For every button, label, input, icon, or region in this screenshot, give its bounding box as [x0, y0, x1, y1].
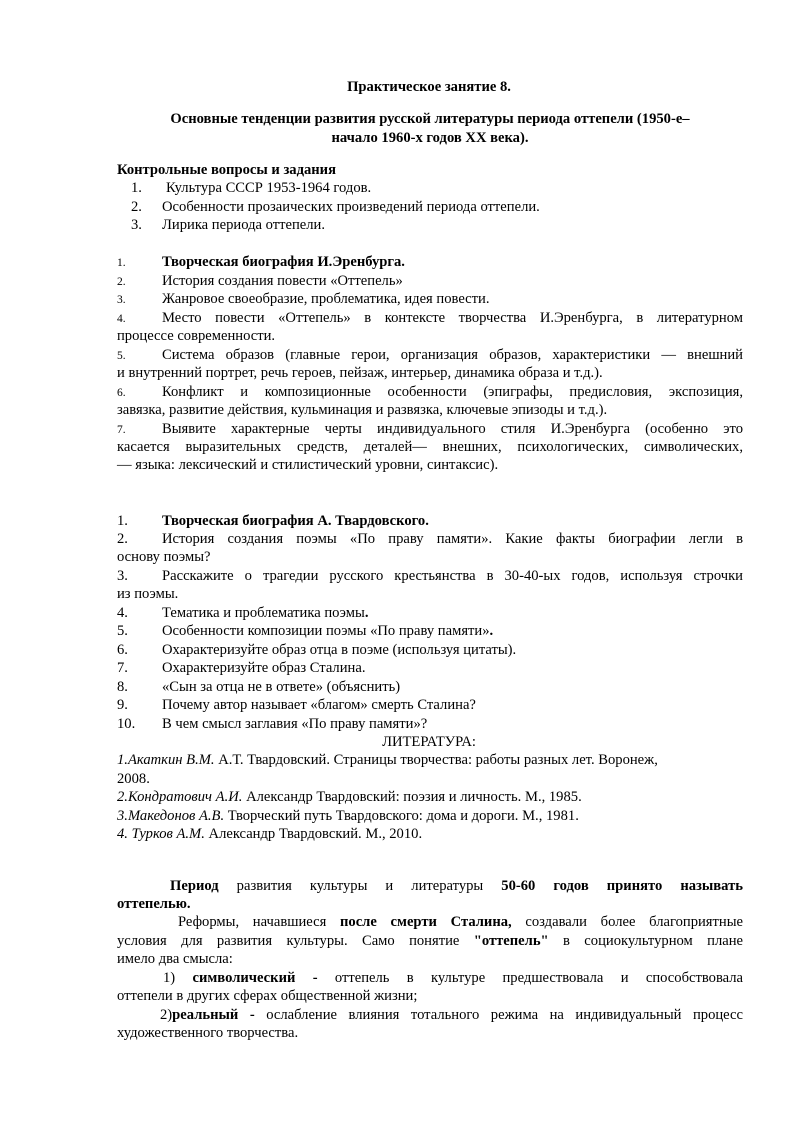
ehrenburg-item-text: Жанровое своеобразие, проблематика, идея повести. — [162, 291, 490, 307]
essay-bold: после смерти Сталина, — [339, 914, 512, 930]
essay-text: ослабление влияния тотального режима на индивидуальный процесс — [254, 1007, 743, 1023]
literature-entry — [117, 788, 582, 806]
essay-sense-2-cont: художественного творчества. — [117, 1025, 299, 1041]
tvardovsky-item-text — [162, 604, 368, 622]
essay-bold: реальный - — [172, 1007, 255, 1023]
literature-author: 3.Македонов А.В. — [117, 808, 225, 824]
essay-paragraph-1-cont: оттепелью. — [117, 896, 191, 912]
control-item-num: 2. — [131, 199, 142, 215]
essay-sense-1 — [163, 969, 743, 987]
tvardovsky-item-text: «Сын за отца не в ответе» (объяснить) — [162, 679, 401, 695]
ehrenburg-item-text: Место повести «Оттепель» в контексте творчества И.Эренбурга, в литературном — [162, 310, 743, 326]
literature-author: 2.Кондратович А.И. — [117, 789, 243, 805]
tvardovsky-item-num: 1. — [117, 513, 128, 529]
subtitle-line-1: Основные тенденции развития русской литературы периода оттепели (1950-е– — [170, 111, 690, 127]
essay-text: создавали более благоприятные — [511, 914, 743, 930]
tvardovsky-item-suffix: . — [489, 623, 494, 639]
ehrenburg-item-num: 1. — [117, 257, 126, 269]
essay-bold: символический - — [192, 970, 318, 986]
literature-entry — [117, 825, 422, 843]
ehrenburg-item-text-cont: касается выразительных средств, деталей— внешних, психологических, символических, — [117, 439, 743, 455]
ehrenburg-item-text-cont: и внутренний портрет, речь героев, пейзаж, интерьер, динамика образа и т.д.). — [117, 365, 603, 381]
literature-title: Александр Твардовский: поэзия и личность. М., 1985. — [242, 789, 582, 805]
ehrenburg-item-num: 6. — [117, 387, 126, 399]
ehrenburg-item-text-cont: процессе современности. — [117, 328, 276, 344]
tvardovsky-item-text: Расскажите о трагедии русского крестьянства в 30-40-ых годов, используя строчки — [162, 568, 743, 584]
tvardovsky-item-num: 2. — [117, 531, 128, 547]
control-item-text: Особенности прозаических произведений периода оттепели. — [162, 199, 540, 215]
tvardovsky-item-text: Почему автор называет «благом» смерть Сталина? — [162, 697, 476, 713]
literature-title: Творческий путь Твардовского: дома и дороги. М., 1981. — [224, 808, 579, 824]
essay-paragraph-2-cont — [117, 932, 743, 950]
essay-sense-1-cont: оттепели в других сферах общественной жизни; — [117, 988, 418, 1004]
tvardovsky-item-text: Охарактеризуйте образ отца в поэме (используя цитаты). — [162, 642, 517, 658]
literature-author: 4. Турков А.М. — [117, 826, 205, 842]
literature-author: 1.Акаткин В.М. — [117, 752, 215, 768]
ehrenburg-item-num: 2. — [117, 276, 126, 288]
tvardovsky-item-num: 3. — [117, 568, 128, 584]
subtitle-line-2: начало 1960-х годов XX века). — [331, 130, 529, 146]
tvardovsky-item-num: 6. — [117, 642, 128, 658]
ehrenburg-item-text-cont: — языка: лексический и стилистический уровни, синтаксис). — [117, 457, 499, 473]
essay-text: оттепель в культуре предшествовала и способствовала — [317, 970, 744, 986]
tvardovsky-item-text: История создания поэмы «По праву памяти». Какие факты биографии легли в — [162, 531, 743, 547]
tvardovsky-item-text: Творческая биография А. Твардовского. — [162, 513, 429, 529]
control-item-text: Культура СССР 1953-1964 годов. — [166, 180, 372, 196]
essay-text: 2) — [160, 1007, 173, 1023]
essay-bold: 50-60 годов принято называть — [501, 878, 743, 894]
tvardovsky-item-num: 10. — [117, 716, 136, 732]
ehrenburg-item-num: 3. — [117, 294, 126, 306]
tvardovsky-item-suffix: . — [364, 605, 369, 621]
ehrenburg-item-text: Творческая биография И.Эренбурга. — [162, 254, 405, 270]
control-item-num: 1. — [131, 180, 142, 196]
tvardovsky-item-text-cont: основу поэмы? — [117, 549, 211, 565]
control-item-text: Лирика периода оттепели. — [162, 217, 325, 233]
essay-paragraph-2 — [178, 913, 743, 931]
essay-text: развития культуры и литературы — [218, 878, 502, 894]
tvardovsky-item-text — [162, 622, 493, 640]
ehrenburg-item-text: История создания повести «Оттепель» — [162, 273, 403, 289]
ehrenburg-item-text: Конфликт и композиционные особенности (эпиграфы, предисловия, экспозиция, — [162, 384, 743, 400]
essay-sense-2 — [160, 1006, 743, 1024]
literature-entry-cont: 2008. — [117, 771, 150, 787]
tvardovsky-item-num: 7. — [117, 660, 128, 676]
ehrenburg-item-text: Выявите характерные черты индивидуального стиля И.Эренбурга (особенно это — [162, 421, 743, 437]
tvardovsky-item-text: В чем смысл заглавия «По праву памяти»? — [162, 716, 428, 732]
control-item-num: 3. — [131, 217, 142, 233]
ehrenburg-item-num: 5. — [117, 350, 126, 362]
tvardovsky-item-text-main: Особенности композиции поэмы «По праву памяти» — [162, 623, 490, 639]
essay-text: условия для развития культуры. Само понятие — [117, 933, 474, 949]
essay-text: Реформы, начавшиеся — [178, 914, 340, 930]
tvardovsky-item-text-cont: из поэмы. — [117, 586, 179, 602]
tvardovsky-item-text: Охарактеризуйте образ Сталина. — [162, 660, 366, 676]
tvardovsky-item-num: 4. — [117, 605, 128, 621]
tvardovsky-item-num: 5. — [117, 623, 128, 639]
ehrenburg-item-num: 7. — [117, 424, 126, 436]
literature-heading: ЛИТЕРАТУРА: — [382, 734, 476, 750]
literature-entry — [117, 751, 658, 769]
essay-text: в социокультурном плане — [548, 933, 743, 949]
essay-bold: Период — [170, 878, 219, 894]
literature-entry — [117, 807, 579, 825]
essay-text: 1) — [163, 970, 193, 986]
tvardovsky-item-num: 9. — [117, 697, 128, 713]
essay-paragraph-1 — [170, 877, 743, 895]
page-title: Практическое занятие 8. — [347, 79, 511, 95]
essay-paragraph-2-cont: имело два смысла: — [117, 951, 233, 967]
ehrenburg-item-text: Система образов (главные герои, организация образов, характеристики — внешний — [162, 347, 743, 363]
literature-title: А.Т. Твардовский. Страницы творчества: работы разных лет. Воронеж, — [214, 752, 658, 768]
control-heading: Контрольные вопросы и задания — [117, 162, 336, 178]
tvardovsky-item-text-main: Тематика и проблематика поэмы — [162, 605, 365, 621]
literature-title: Александр Твардовский. М., 2010. — [204, 826, 423, 842]
tvardovsky-item-num: 8. — [117, 679, 128, 695]
ehrenburg-item-text-cont: завязка, развитие действия, кульминация и развязка, ключевые эпизоды и т.д.). — [117, 402, 608, 418]
ehrenburg-item-num: 4. — [117, 313, 126, 325]
essay-bold: "оттепель" — [473, 933, 549, 949]
